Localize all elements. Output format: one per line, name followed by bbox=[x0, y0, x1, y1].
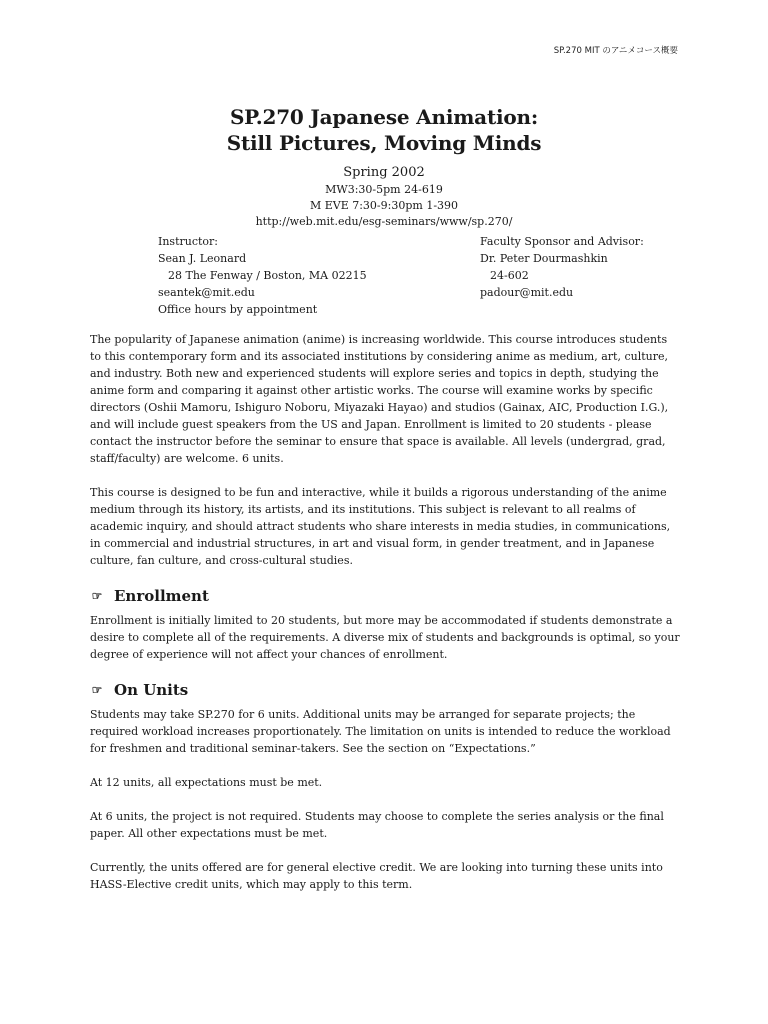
course-meta bbox=[0, 164, 768, 230]
units-heading-text: On Units bbox=[114, 681, 189, 699]
instructor-contact bbox=[158, 233, 367, 318]
course-term: Spring 2002 bbox=[343, 165, 425, 180]
instructor-email: seantek@mit.edu bbox=[158, 286, 255, 299]
schedule-evening: M EVE 7:30-9:30pm 1-390 bbox=[309, 199, 459, 212]
enrollment-heading-text: Enrollment bbox=[114, 587, 209, 605]
intro-paragraph-1: The popularity of Japanese animation (anime) is increasing worldwide. This course introduces students to this contemporary form and its associated institutions by considering anime as medium, art, culture, and industry. Both new and experienced students will explore series and topics in depth, studying the anime form and comparing it against other artistic works. The course will examine works by specific directors (Oshii Mamoru, Ishiguro Noboru, Miyazaki Hayao) and studios (Gainax, AIC, Production I.G.), and will include guest speakers from the US and Japan. Enrollment is limited to 20 students - please contact the instructor before the seminar to ensure that space is available. All levels (undergrad, grad, staff/faculty) are welcome. 6 units. bbox=[90, 333, 669, 465]
sponsor-office: 24-602 bbox=[490, 269, 529, 282]
body-content bbox=[90, 331, 680, 910]
schedule-day: MW3:30-5pm 24-619 bbox=[325, 183, 443, 196]
units-paragraph-2: At 12 units, all expectations must be met. bbox=[90, 776, 323, 789]
pointing-hand-icon: ☞ bbox=[91, 589, 103, 603]
instructor-name: Sean J. Leonard bbox=[158, 252, 247, 265]
enrollment-heading bbox=[90, 586, 680, 606]
course-subtitle: Still Pictures, Moving Minds bbox=[226, 131, 542, 155]
units-heading bbox=[90, 680, 680, 700]
instructor-role: Instructor: bbox=[158, 235, 219, 248]
title-block bbox=[0, 104, 768, 156]
course-title: SP.270 Japanese Animation: bbox=[229, 105, 539, 129]
pointing-hand-icon: ☞ bbox=[91, 683, 103, 697]
sponsor-email: padour@mit.edu bbox=[480, 286, 574, 299]
sponsor-role: Faculty Sponsor and Advisor: bbox=[480, 235, 644, 248]
sponsor-name: Dr. Peter Dourmashkin bbox=[480, 252, 608, 265]
running-header: SP.270 MIT のアニメコース概要 bbox=[553, 46, 678, 56]
sponsor-contact bbox=[480, 233, 644, 301]
enrollment-paragraph: Enrollment is initially limited to 20 students, but more may be accommodated if students demonstrate a desire to complete all of the requirements. A diverse mix of students and backgrounds is optimal, so your degree of experience will not affect your chances of enrollment. bbox=[90, 614, 680, 661]
instructor-address: 28 The Fenway / Boston, MA 02215 bbox=[168, 269, 367, 282]
course-url: http://web.mit.edu/esg-seminars/www/sp.270/ bbox=[255, 215, 513, 228]
units-paragraph-4: Currently, the units offered are for general elective credit. We are looking into turning these units into HASS-Elective credit units, which may apply to this term. bbox=[90, 861, 663, 891]
intro-paragraph-2: This course is designed to be fun and interactive, while it builds a rigorous understanding of the anime medium through its history, its artists, and its institutions. This subject is relevant to all realms of academic inquiry, and should attract students who share interests in media studies, in communications, in commercial and industrial structures, in art and visual form, in gender treatment, and in Japanese culture, fan culture, and cross-cultural studies. bbox=[90, 486, 671, 567]
units-paragraph-3: At 6 units, the project is not required. Students may choose to complete the series analysis or the final paper. All other expectations must be met. bbox=[90, 810, 664, 840]
units-paragraph-1: Students may take SP.270 for 6 units. Additional units may be arranged for separate projects; the required workload increases proportionately. The limitation on units is intended to reduce the workload for freshmen and traditional seminar-takers. See the section on “Expectations.” bbox=[90, 708, 671, 755]
instructor-hours: Office hours by appointment bbox=[158, 303, 318, 316]
